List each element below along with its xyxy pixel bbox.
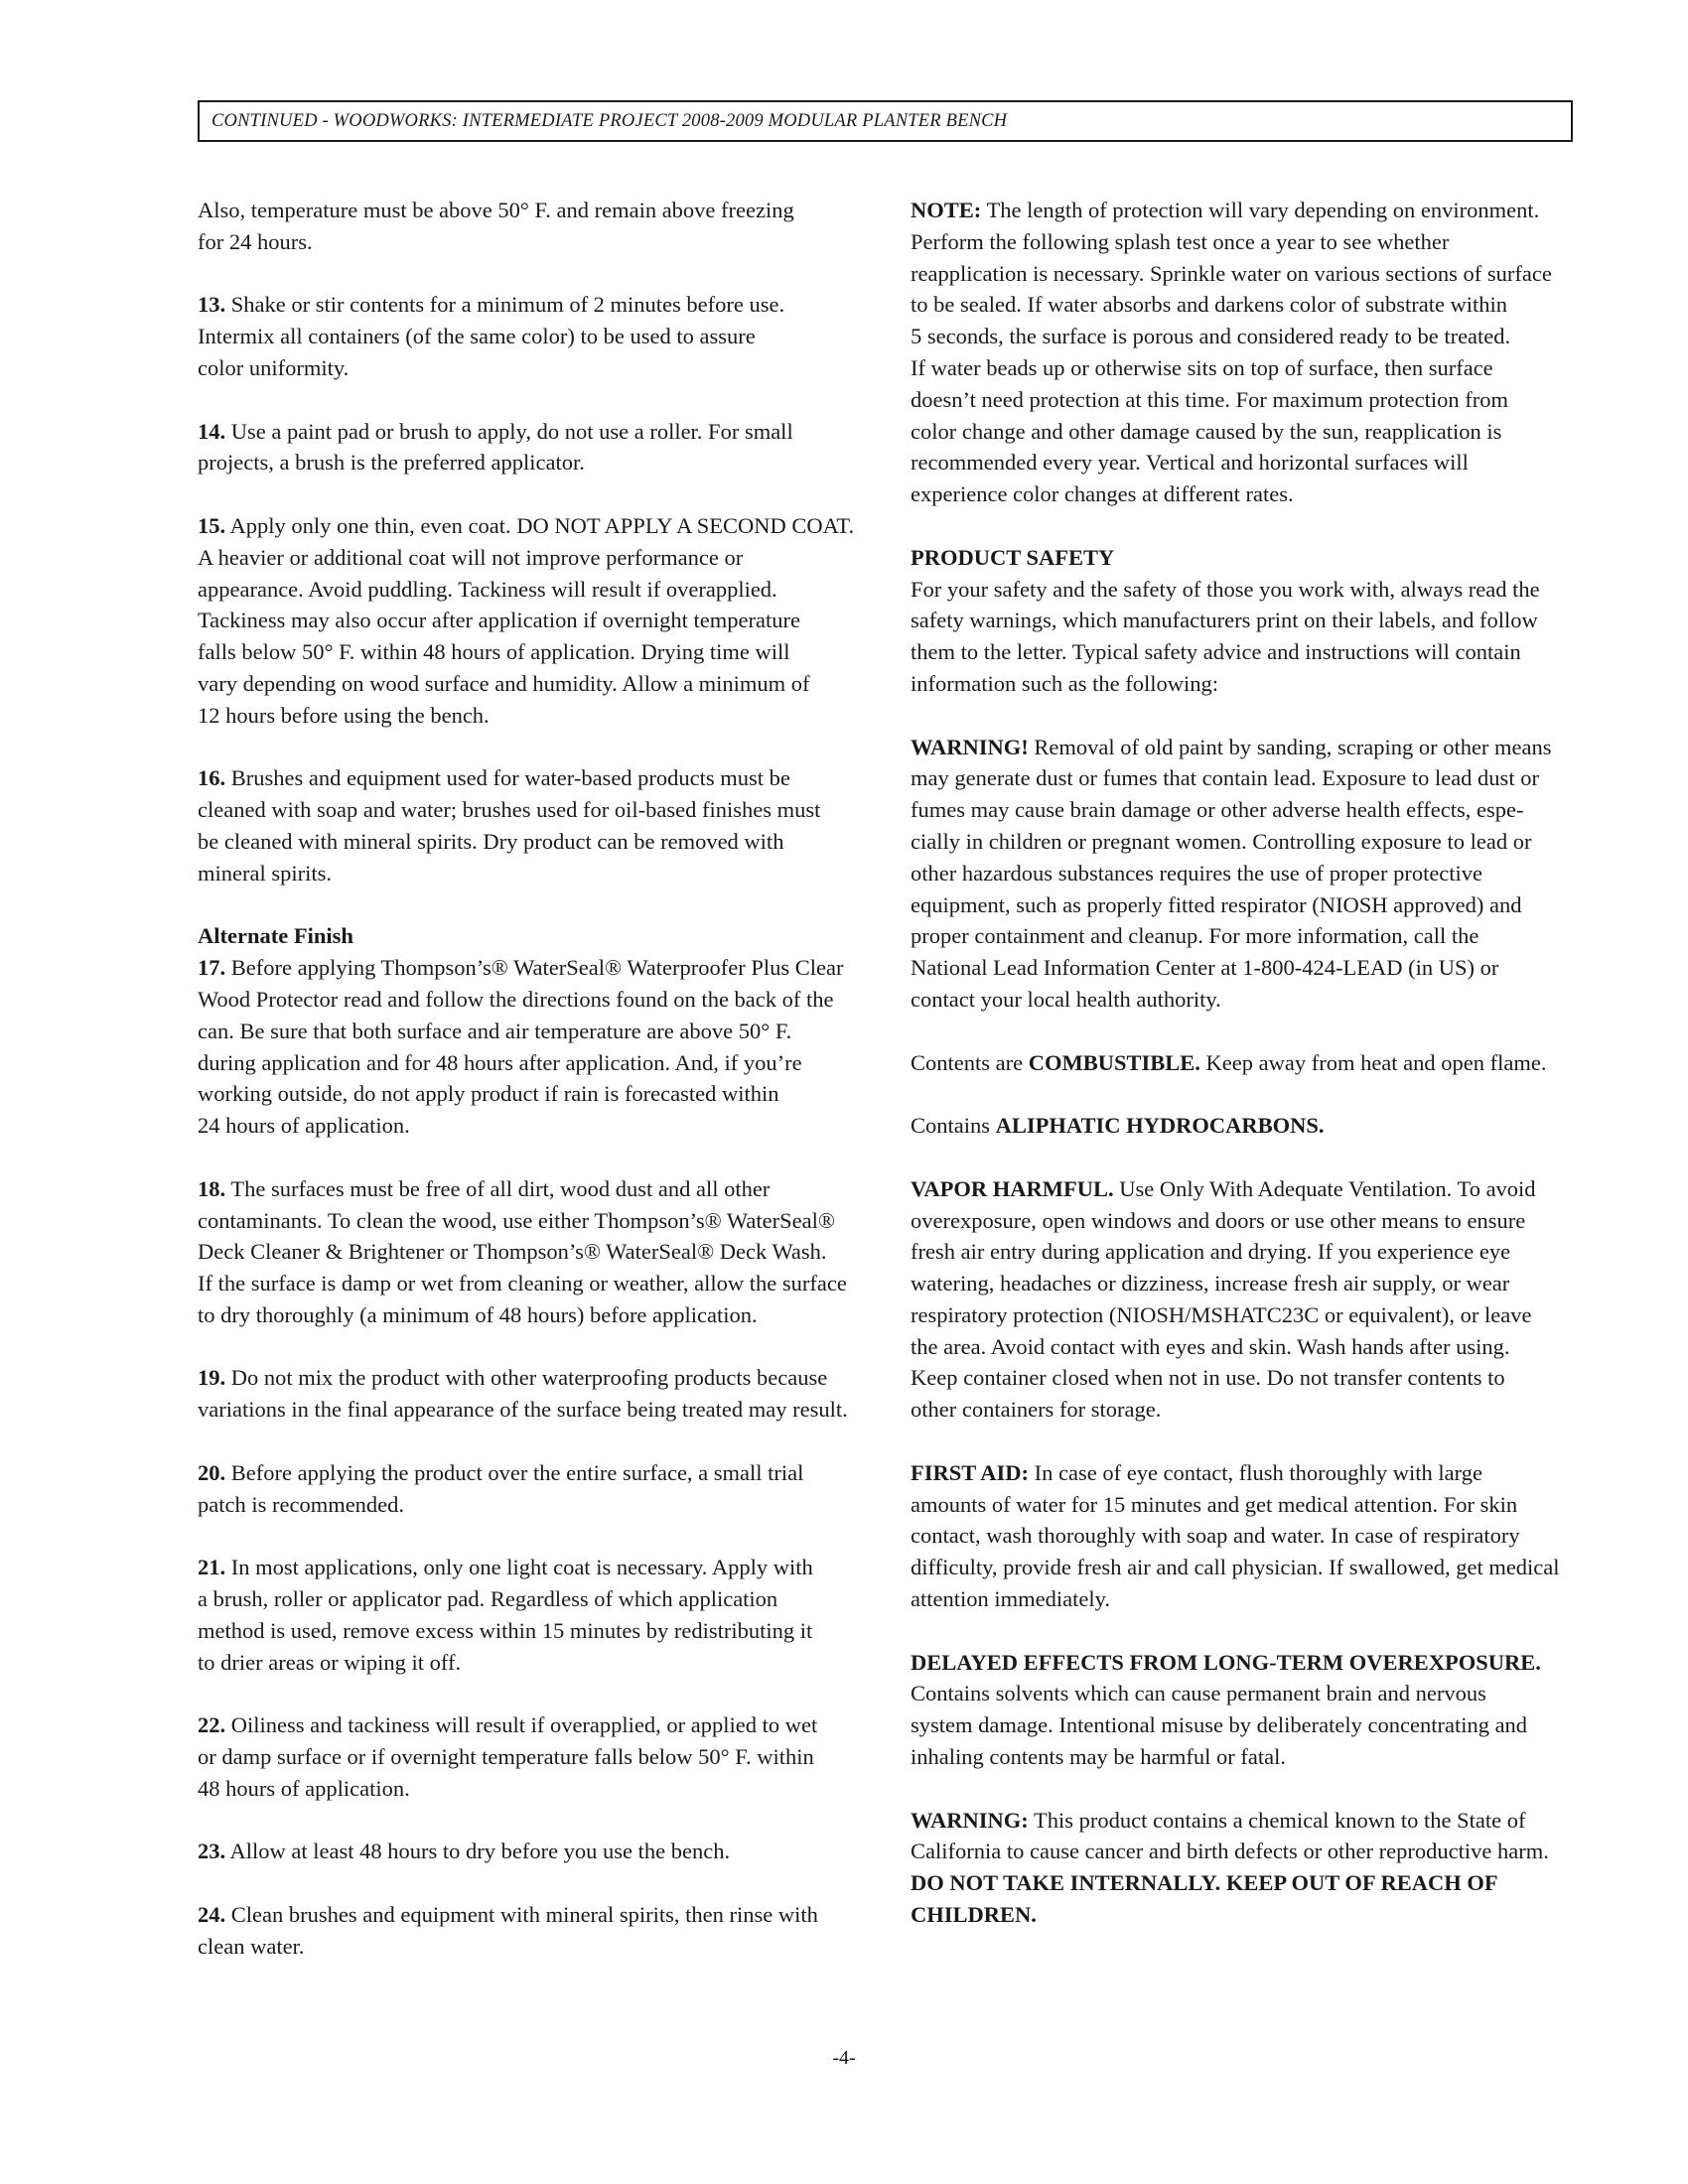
text-line: Deck Cleaner & Brightener or Thompson’s® WaterSeal® Deck Wash. — [198, 1239, 827, 1265]
vapor-label: VAPOR HARMFUL. — [911, 1175, 1114, 1201]
step-number: 20. — [198, 1459, 226, 1485]
text-span: The surfaces must be free of all dirt, wood dust and all other — [225, 1175, 771, 1201]
step-17 — [198, 920, 873, 1142]
text-line: recommended every year. Vertical and horizontal surfaces will — [911, 450, 1469, 476]
right-column — [911, 195, 1576, 1931]
text-line: Wood Protector read and follow the directions found on the back of the — [198, 986, 834, 1012]
step-21 — [198, 1552, 873, 1678]
text-line: to drier areas or wiping it off. — [198, 1649, 462, 1675]
step-number: 13. — [198, 292, 226, 318]
text-line: experience color changes at different rates. — [911, 481, 1294, 507]
text-span: Clean brushes and equipment with mineral spirits, then rinse with — [225, 1902, 818, 1928]
text-span: Removal of old paint by sanding, scraping or other means — [1028, 734, 1552, 759]
text-line: difficulty, provide fresh air and call physician. If swallowed, get medical — [911, 1555, 1560, 1580]
text-span: Use Only With Adequate Ventilation. To avoid — [1113, 1175, 1536, 1201]
step-number: 17. — [198, 955, 226, 981]
step-number: 16. — [198, 765, 226, 791]
text-line: falls below 50° F. within 48 hours of application. Drying time will — [198, 639, 790, 665]
text-line — [911, 1805, 1576, 1837]
step-14 — [198, 416, 873, 479]
text-line — [198, 1457, 873, 1489]
text-line: contaminants. To clean the wood, use either Thompson’s® WaterSeal® — [198, 1207, 835, 1233]
text-span: In most applications, only one light coat is necessary. Apply with — [225, 1555, 813, 1580]
lead-warning-paragraph — [911, 732, 1576, 1016]
text-line: clean water. — [198, 1933, 305, 1959]
text-line: safety warnings, which manufacturers print on their labels, and follow — [911, 608, 1538, 633]
text-line: can. Be sure that both surface and air temperature are above 50° F. — [198, 1018, 792, 1043]
text-line: fumes may cause brain damage or other adverse health effects, espe- — [911, 797, 1524, 823]
step-18 — [198, 1173, 873, 1331]
text-line: contact your local health authority. — [911, 986, 1221, 1012]
text-line: color uniformity. — [198, 354, 350, 380]
text-line: the area. Avoid contact with eyes and skin. Wash hands after using. — [911, 1333, 1510, 1359]
step-number: 15. — [198, 512, 226, 538]
text-line: 12 hours before using the bench. — [198, 702, 490, 728]
text-line — [911, 1110, 1576, 1142]
text-line: variations in the final appearance of the surface being treated may result. — [198, 1397, 848, 1423]
text-line: overexposure, open windows and doors or use other means to ensure — [911, 1207, 1526, 1233]
text-line: during application and for 48 hours after application. And, if you’re — [198, 1049, 802, 1075]
text-line: cleaned with soap and water; brushes used for oil-based finishes must — [198, 797, 821, 823]
product-safety-heading: PRODUCT SAFETY — [911, 544, 1115, 570]
vapor-harmful-paragraph — [911, 1173, 1576, 1426]
text-line: Also, temperature must be above 50° F. and remain above freezing — [198, 198, 794, 222]
text-line: Contains solvents which can cause permanent brain and nervous — [911, 1681, 1486, 1706]
text-line: inhaling contents may be harmful or fatal. — [911, 1744, 1287, 1770]
text-line: proper containment and cleanup. For more information, call the — [911, 923, 1479, 949]
text-line — [911, 1047, 1576, 1079]
text-line: may generate dust or fumes that contain lead. Exposure to lead dust or — [911, 765, 1539, 791]
text-line: Intermix all containers (of the same color) to be used to assure — [198, 324, 756, 349]
text-line: If water beads up or otherwise sits on top of surface, then surface — [911, 354, 1493, 380]
text-line: California to cause cancer and birth defects or other reproductive harm. — [911, 1839, 1549, 1864]
text-span: Brushes and equipment used for water-based products must be — [225, 765, 790, 791]
text-line — [911, 1173, 1576, 1205]
text-span: Before applying the product over the entire surface, a small trial — [225, 1459, 804, 1485]
text-span: Use a paint pad or brush to apply, do not use a roller. For small — [225, 418, 793, 444]
text-line — [198, 510, 873, 542]
step-number: 21. — [198, 1555, 226, 1580]
running-header-title: CONTINUED - WOODWORKS: INTERMEDIATE PROJECT 2008-2009 MODULAR PLANTER BENCH — [211, 110, 1008, 131]
text-line: method is used, remove excess within 15 minutes by redistributing it — [198, 1617, 813, 1643]
text-span: Do not mix the product with other waterproofing products because — [225, 1365, 828, 1391]
step-22 — [198, 1709, 873, 1804]
text-line — [198, 1899, 873, 1931]
text-line: CHILDREN. — [911, 1902, 1037, 1928]
text-line: other hazardous substances requires the use of proper protective — [911, 860, 1483, 886]
step-13 — [198, 289, 873, 383]
text-span: Allow at least 48 hours to dry before you use the bench. — [225, 1839, 731, 1864]
text-line: 5 seconds, the surface is porous and considered ready to be treated. — [911, 324, 1511, 349]
text-line — [198, 1709, 873, 1741]
step-number: 24. — [198, 1902, 226, 1928]
text-line: information such as the following: — [911, 670, 1218, 696]
text-line: Keep container closed when not in use. Do not transfer contents to — [911, 1365, 1505, 1391]
product-safety-section — [911, 542, 1576, 700]
step-19 — [198, 1362, 873, 1426]
text-line — [198, 1362, 873, 1394]
text-span: Contains — [911, 1113, 996, 1139]
text-line — [198, 1552, 873, 1583]
text-line — [198, 952, 873, 984]
step-number: 22. — [198, 1712, 226, 1738]
text-line — [911, 195, 1576, 226]
aliphatic-label: ALIPHATIC HYDROCARBONS. — [995, 1113, 1325, 1139]
text-line: equipment, such as properly fitted respirator (NIOSH approved) and — [911, 891, 1522, 917]
text-line: system damage. Intentional misuse by deliberately concentrating and — [911, 1712, 1528, 1738]
text-line: contact, wash thoroughly with soap and water. In case of respiratory — [911, 1523, 1520, 1549]
text-line: working outside, do not apply product if rain is forecasted within — [198, 1081, 779, 1107]
text-span: Apply only one thin, even coat. DO NOT APPLY A SECOND COAT. — [225, 512, 855, 538]
first-aid-label: FIRST AID: — [911, 1459, 1029, 1485]
step-number: 14. — [198, 418, 226, 444]
step-16 — [198, 762, 873, 888]
note-label: NOTE: — [911, 198, 982, 222]
text-line: 48 hours of application. — [198, 1775, 410, 1801]
text-line: patch is recommended. — [198, 1491, 405, 1517]
text-line — [911, 1457, 1576, 1489]
text-line — [911, 732, 1576, 763]
text-line: vary depending on wood surface and humidity. Allow a minimum of — [198, 670, 810, 696]
combustible-label: COMBUSTIBLE. — [1028, 1049, 1200, 1075]
text-span: Contents are — [911, 1049, 1029, 1075]
warning-label: WARNING: — [911, 1807, 1029, 1833]
text-line: for 24 hours. — [198, 228, 313, 254]
text-line: reapplication is necessary. Sprinkle water on various sections of surface — [911, 260, 1552, 286]
text-span: This product contains a chemical known to the State of — [1028, 1807, 1526, 1833]
text-line: If the surface is damp or wet from cleaning or weather, allow the surface — [198, 1271, 847, 1297]
left-column — [198, 195, 873, 1963]
text-line: them to the letter. Typical safety advice and instructions will contain — [911, 639, 1521, 665]
text-line: doesn’t need protection at this time. For maximum protection from — [911, 386, 1508, 412]
step-number: 23. — [198, 1839, 226, 1864]
text-line: projects, a brush is the preferred applicator. — [198, 450, 585, 476]
text-span: Keep away from heat and open flame. — [1199, 1049, 1547, 1075]
text-line: National Lead Information Center at 1-800-424-LEAD (in US) or — [911, 955, 1499, 981]
first-aid-paragraph — [911, 1457, 1576, 1615]
combustible-paragraph — [911, 1047, 1576, 1079]
step-number: 19. — [198, 1365, 226, 1391]
text-span: Shake or stir contents for a minimum of 2 minutes before use. — [225, 292, 785, 318]
paragraph-intro — [198, 195, 873, 258]
text-line: Tackiness may also occur after application if overnight temperature — [198, 608, 800, 633]
text-line: other containers for storage. — [911, 1397, 1162, 1423]
text-span: Before applying Thompson’s® WaterSeal® Waterproofer Plus Clear — [225, 955, 844, 981]
text-line: Perform the following splash test once a year to see whether — [911, 228, 1450, 254]
text-line — [198, 289, 873, 321]
running-header — [198, 100, 1573, 142]
text-line: to dry thoroughly (a minimum of 48 hours) before application. — [198, 1301, 758, 1327]
text-line: A heavier or additional coat will not improve performance or — [198, 544, 744, 570]
text-line: be cleaned with mineral spirits. Dry product can be removed with — [198, 828, 784, 854]
text-line — [198, 416, 873, 448]
text-line — [198, 1836, 873, 1867]
step-number: 18. — [198, 1175, 226, 1201]
text-line: appearance. Avoid puddling. Tackiness will result if overapplied. — [198, 576, 777, 602]
text-line: a brush, roller or applicator pad. Regardless of which application — [198, 1586, 778, 1612]
text-line: 24 hours of application. — [198, 1113, 410, 1139]
text-line: or damp surface or if overnight temperature falls below 50° F. within — [198, 1744, 814, 1770]
text-span: Oiliness and tackiness will result if overapplied, or applied to wet — [225, 1712, 818, 1738]
aliphatic-paragraph — [911, 1110, 1576, 1142]
text-span: The length of protection will vary depending on environment. — [981, 198, 1540, 222]
text-line: cially in children or pregnant women. Controlling exposure to lead or — [911, 828, 1532, 854]
page-number: -4- — [832, 2047, 856, 2069]
step-20 — [198, 1457, 873, 1521]
step-24 — [198, 1899, 873, 1963]
text-line: fresh air entry during application and drying. If you experience eye — [911, 1239, 1511, 1265]
text-line: attention immediately. — [911, 1586, 1110, 1612]
text-span: In case of eye contact, flush thoroughly with large — [1029, 1459, 1482, 1485]
text-line — [198, 1173, 873, 1205]
text-line: watering, headaches or dizziness, increase fresh air supply, or wear — [911, 1271, 1510, 1297]
california-warning-paragraph — [911, 1805, 1576, 1931]
alternate-finish-heading: Alternate Finish — [198, 923, 353, 949]
text-line: respiratory protection (NIOSH/MSHATC23C or equivalent), or leave — [911, 1301, 1532, 1327]
text-line — [198, 762, 873, 794]
warning-label: WARNING! — [911, 734, 1029, 759]
text-line: to be sealed. If water absorbs and darkens color of substrate within — [911, 292, 1508, 318]
text-line: mineral spirits. — [198, 860, 332, 886]
delayed-effects-heading: DELAYED EFFECTS FROM LONG-TERM OVEREXPOSURE. — [911, 1649, 1541, 1675]
note-paragraph — [911, 195, 1576, 510]
text-line: amounts of water for 15 minutes and get medical attention. For skin — [911, 1491, 1518, 1517]
text-line: color change and other damage caused by the sun, reapplication is — [911, 418, 1502, 444]
delayed-effects-paragraph — [911, 1647, 1576, 1773]
text-line: For your safety and the safety of those you work with, always read the — [911, 576, 1540, 602]
text-line: DO NOT TAKE INTERNALLY. KEEP OUT OF REACH OF — [911, 1870, 1498, 1896]
step-15 — [198, 510, 873, 732]
step-23 — [198, 1836, 873, 1867]
